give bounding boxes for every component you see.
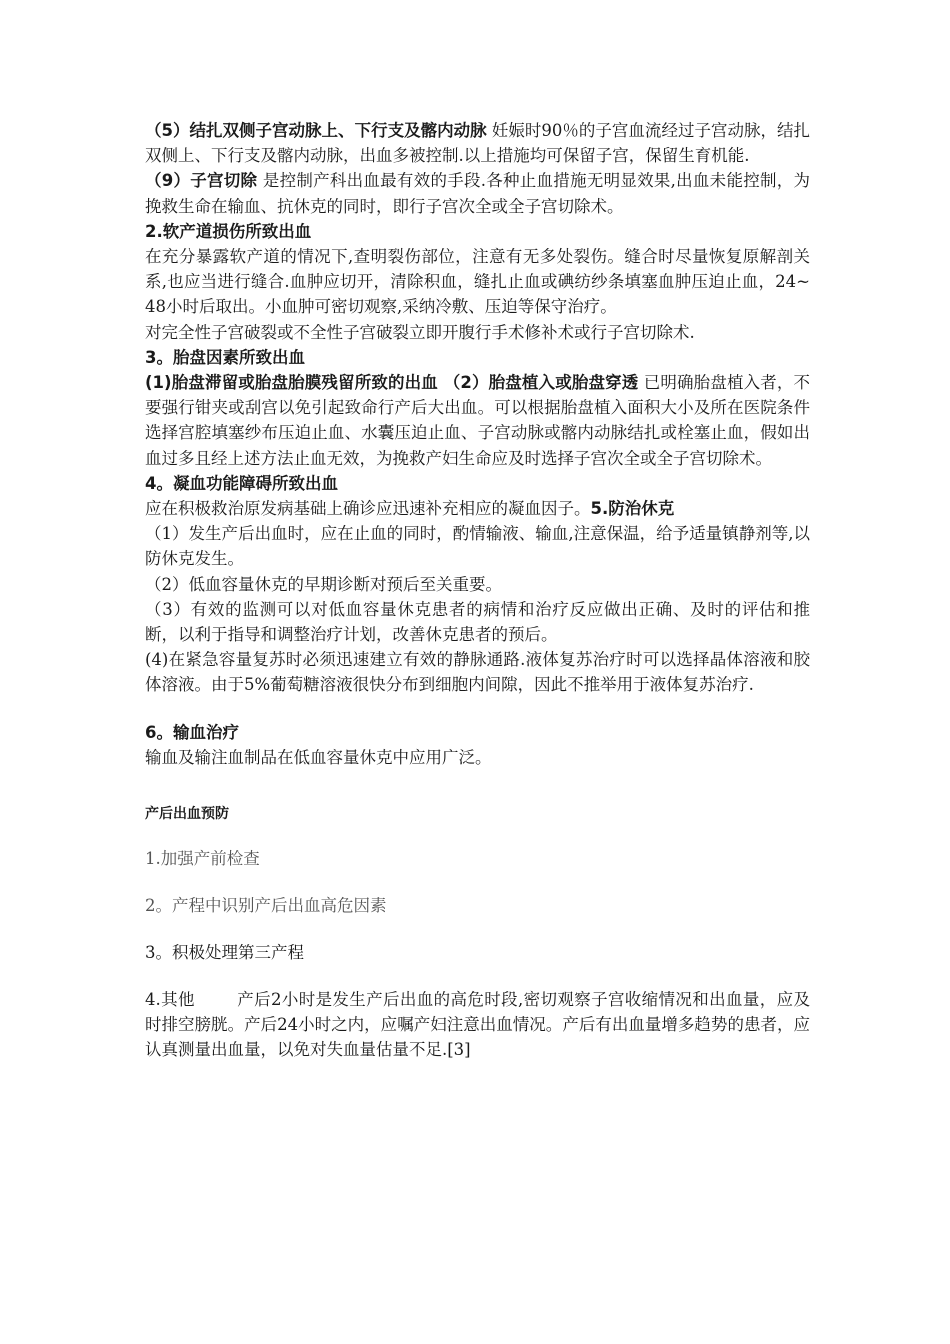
prevention-item-4 (145, 987, 810, 1063)
paragraph-3 (145, 370, 810, 471)
paragraph-s5 (145, 118, 810, 168)
paragraph-5-1: （1）发生产后出血时，应在止血的同时，酌情输液、输血,注意保温，给予适量镇静剂等,以防休克发生。 (145, 524, 810, 569)
heading-s5: （5）结扎双侧子宫动脉上、下行支及髂内动脉 (145, 121, 487, 140)
prevention-item-4-text: 产后2小时是发生产后出血的高危时段,密切观察子宫收缩情况和出血量，应及时排空膀胱。产后24小时之内，应嘱产妇注意出血情况。产后有出血量增多趋势的患者，应认真测量出血量，以免对失血量估量不足.[3] (145, 990, 810, 1060)
paragraph-2a: 在充分暴露软产道的情况下,查明裂伤部位，注意有无多处裂伤。缝合时尽量恢复原解剖关系,也应当进行缝合.血肿应切开，清除积血，缝扎止血或碘纺纱条填塞血肿压迫止血，24~48小时后取出。小血肿可密切观察,采纳冷敷、压迫等保守治疗。 (145, 247, 810, 317)
paragraph-s9 (145, 168, 810, 218)
heading-s9: （9）子宫切除 (145, 171, 258, 191)
heading-3-sub: (1)胎盘滞留或胎盘胎膜残留所致的出血 （2）胎盘植入或胎盘穿透 (145, 373, 639, 393)
paragraph-5-2: （2）低血容量休克的早期诊断对预后至关重要。 (145, 574, 502, 594)
prevention-item-2: 2。产程中识别产后出血高危因素 (145, 896, 387, 916)
paragraph-4 (145, 496, 810, 521)
paragraph-5-4: (4)在紧急容量复苏时必须迅速建立有效的静脉通路.液体复苏治疗时可以选择晶体溶液和胶体溶液。由于5%葡萄糖溶液很快分布到细胞内间隙，因此不推举用于液体复苏治疗. (145, 650, 810, 695)
text-s5: 妊娠时90％的子宫血流经过子宫动脉，结扎双侧上、下行支及髂内动脉，出血多被控制.以上措施均可保留子宫，保留生育机能. (145, 121, 810, 166)
text-3: 已明确胎盘植入者，不要强行钳夹或刮宫以免引起致命行产后大出血。可以根据胎盘植入面积大小及所在医院条件选择宫腔填塞纱布压迫止血、水囊压迫止血、子宫动脉或髂内动脉结扎或栓塞止血，假如出血过多且经上述方法止血无效，为挽救产妇生命应及时选择子宫次全或全子宫切除术。 (145, 373, 810, 468)
heading-5: 5.防治休克 (590, 499, 675, 519)
prevention-item-4-label: 4.其他 (145, 990, 195, 1010)
prevention-title: 产后出血预防 (145, 806, 229, 823)
heading-3: 3。胎盘因素所致出血 (145, 347, 305, 367)
paragraph-6: 输血及输注血制品在低血容量休克中应用广泛。 (145, 747, 492, 767)
heading-2: 2.软产道损伤所致出血 (145, 221, 312, 241)
heading-4: 4。凝血功能障碍所致出血 (145, 473, 338, 493)
paragraph-2b: 对完全性子宫破裂或不全性子宫破裂立即开腹行手术修补术或行子宫切除术. (145, 322, 695, 342)
prevention-item-1: 1.加强产前检查 (145, 849, 260, 869)
heading-6: 6。输血治疗 (145, 722, 239, 742)
text-s9: 是控制产科出血最有效的手段.各种止血措施无明显效果,出血未能控制，为挽救生命在输血、抗休克的同时，即行子宫次全或全子宫切除术。 (145, 171, 810, 216)
paragraph-5-3: （3）有效的监测可以对低血容量休克患者的病情和治疗反应做出正确、及时的评估和推断，以利于指导和调整治疗计划，改善休克患者的预后。 (145, 599, 810, 645)
text-4: 应在积极救治原发病基础上确诊应迅速补充相应的凝血因子。 (145, 499, 591, 519)
document-body (145, 118, 810, 1063)
prevention-item-3: 3。积极处理第三产程 (145, 943, 304, 963)
